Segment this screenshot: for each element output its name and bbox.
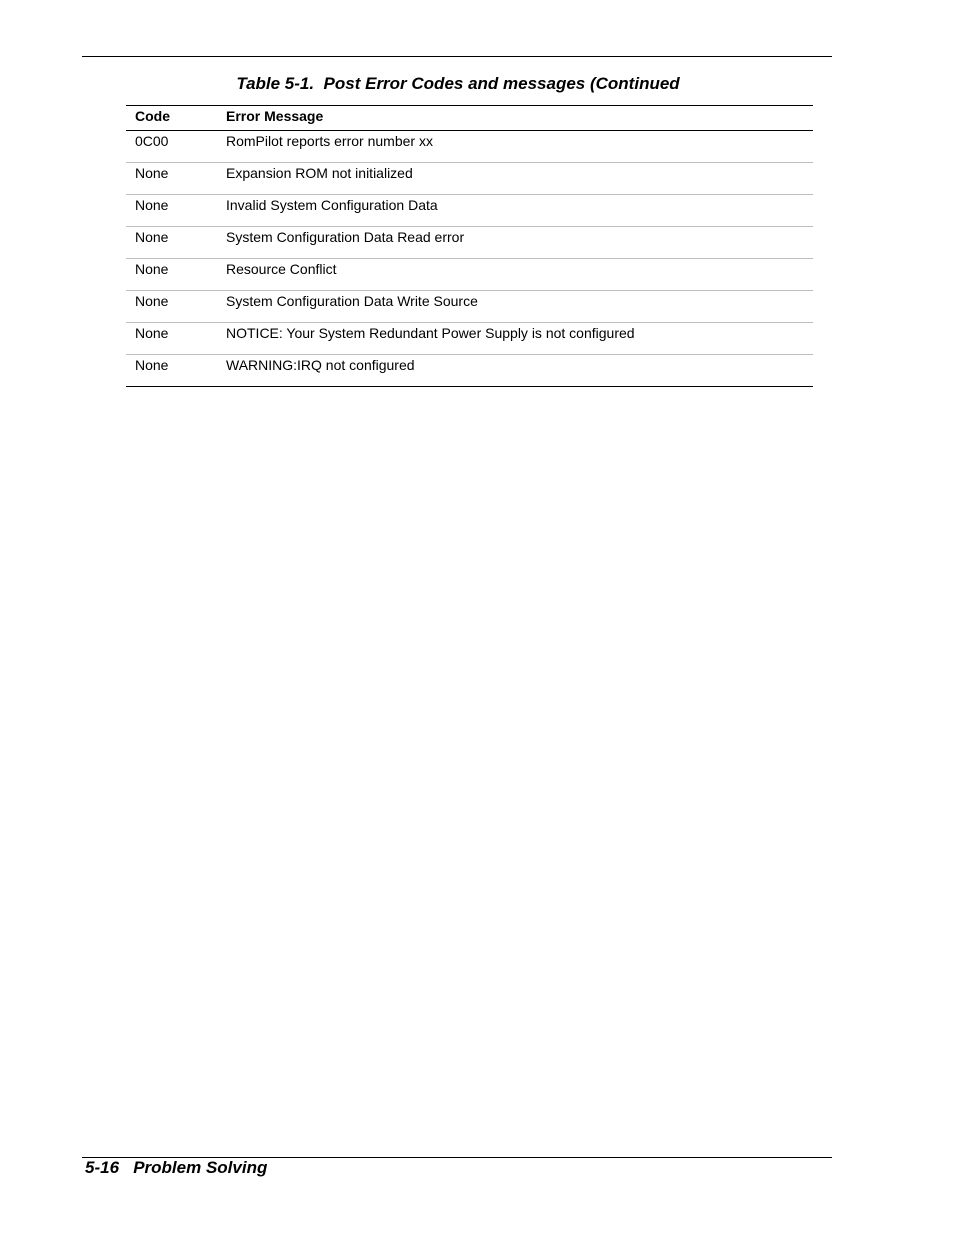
cell-error-message: Expansion ROM not initialized bbox=[226, 163, 813, 195]
table-row bbox=[126, 227, 813, 259]
table-row bbox=[126, 323, 813, 355]
cell-code: None bbox=[126, 323, 226, 355]
table-caption bbox=[0, 74, 954, 94]
cell-code: None bbox=[126, 163, 226, 195]
table-header-row bbox=[126, 106, 813, 131]
post-error-codes-table bbox=[126, 105, 813, 387]
cell-code: None bbox=[126, 195, 226, 227]
cell-error-message: WARNING:IRQ not configured bbox=[226, 355, 813, 387]
table-row bbox=[126, 131, 813, 163]
section-title: Problem Solving bbox=[133, 1158, 268, 1177]
table-row bbox=[126, 291, 813, 323]
cell-error-message: Invalid System Configuration Data bbox=[226, 195, 813, 227]
cell-code: None bbox=[126, 227, 226, 259]
header-rule bbox=[82, 56, 832, 57]
cell-code: 0C00 bbox=[126, 131, 226, 163]
table-row bbox=[126, 195, 813, 227]
cell-code: None bbox=[126, 355, 226, 387]
column-header-code: Code bbox=[126, 106, 226, 131]
cell-error-message: RomPilot reports error number xx bbox=[226, 131, 813, 163]
table-row bbox=[126, 259, 813, 291]
cell-error-message: Resource Conflict bbox=[226, 259, 813, 291]
cell-error-message: System Configuration Data Read error bbox=[226, 227, 813, 259]
cell-code: None bbox=[126, 259, 226, 291]
table-row bbox=[126, 163, 813, 195]
column-header-error-message: Error Message bbox=[226, 106, 813, 131]
cell-error-message: NOTICE: Your System Redundant Power Supply is not configured bbox=[226, 323, 813, 355]
table-body bbox=[126, 131, 813, 387]
cell-code: None bbox=[126, 291, 226, 323]
cell-error-message: System Configuration Data Write Source bbox=[226, 291, 813, 323]
table-caption-text: Table 5-1. Post Error Codes and messages (Continued bbox=[236, 74, 680, 93]
table-row bbox=[126, 355, 813, 387]
page-footer bbox=[85, 1158, 267, 1178]
page-number: 5-16 bbox=[85, 1158, 120, 1177]
